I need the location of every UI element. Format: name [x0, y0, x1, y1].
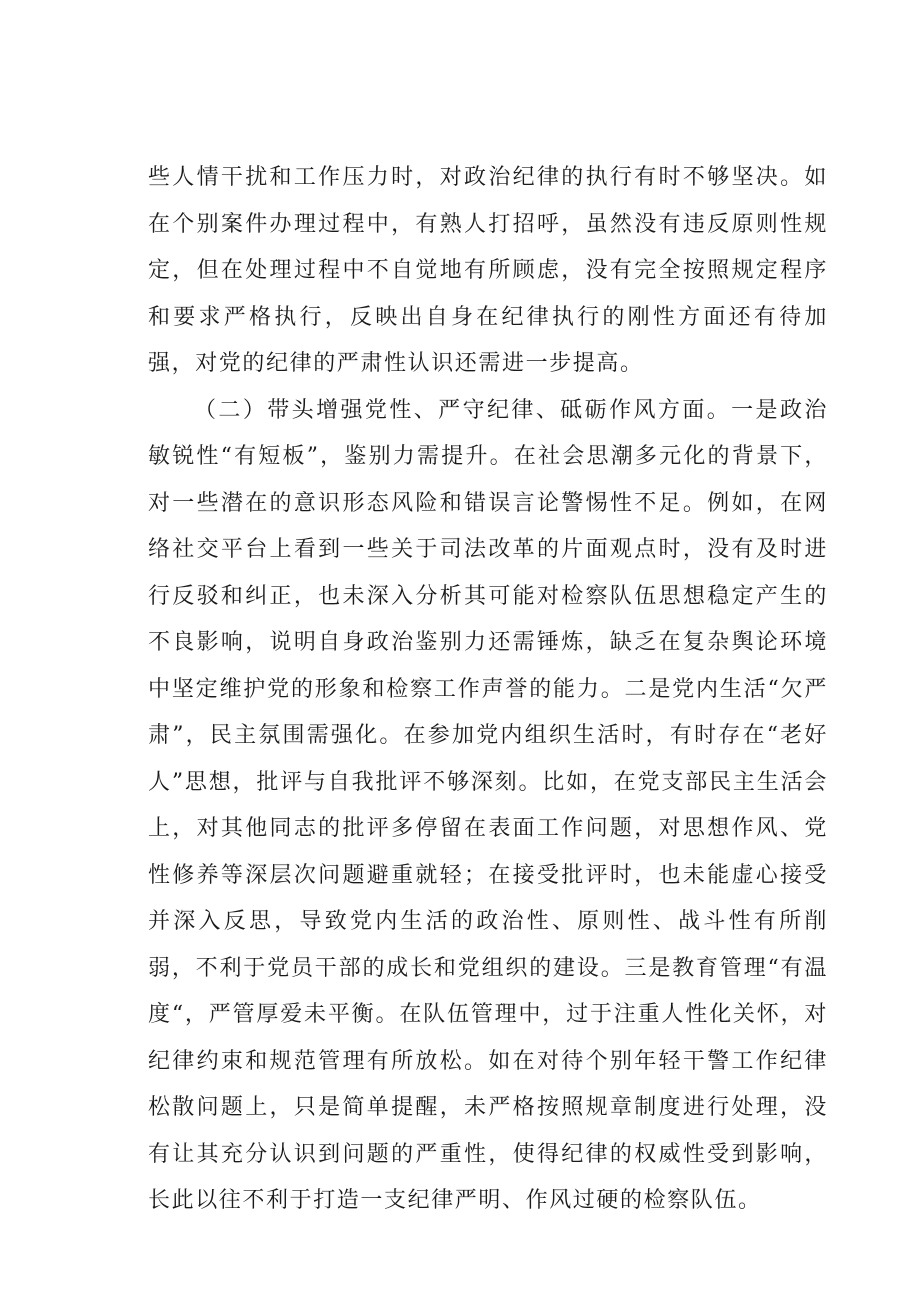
paragraph-continuation: 些人情干扰和工作压力时，对政治纪律的执行有时不够坚决。如在个别案件办理过程中，有熟人打招呼，虽然没有违反原则性规定，但在处理过程中不自觉地有所顾虑，没有完全按照规定程序和要求严格执行，反映出自身在纪律执行的刚性方面还有待加强，对党的纪律的严肃性认识还需进一步提高。	[148, 165, 828, 376]
paragraph-section-two: （二）带头增强党性、严守纪律、砥砺作风方面。一是政治敏锐性“有短板”，鉴别力需提升。在社会思潮多元化的背景下，对一些潜在的意识形态风险和错误言论警惕性不足。例如，在网络社交平台上看到一些关于司法改革的片面观点时，没有及时进行反驳和纠正，也未深入分析其可能对检察队伍思想稳定产生的不良影响，说明自身政治鉴别力还需锤炼，缺乏在复杂舆论环境中坚定维护党的形象和检察工作声誉的能力。二是党内生活“欠严肃”，民主氛围需强化。在参加党内组织生活时，有时存在“老好人”思想，批评与自我批评不够深刻。比如，在党支部民主生活会上，对其他同志的批评多停留在表面工作问题，对思想作风、党性修养等深层次问题避重就轻；在接受批评时，也未能虚心接受并深入反思，导致党内生活的政治性、原则性、战斗性有所削弱，不利于党员干部的成长和党组织的建设。三是教育管理“有温度“，严管厚爱未平衡。在队伍管理中，过于注重人性化关怀，对纪律约束和规范管理有所放松。如在对待个别年轻干警工作纪律松散问题上，只是简单提醒，未严格按照规章制度进行处理，没有让其充分认识到问题的严重性，使得纪律的权威性受到影响，长此以往不利于打造一支纪律严明、作风过硬的检察队伍。	[148, 397, 828, 1213]
document-body	[148, 155, 828, 1225]
